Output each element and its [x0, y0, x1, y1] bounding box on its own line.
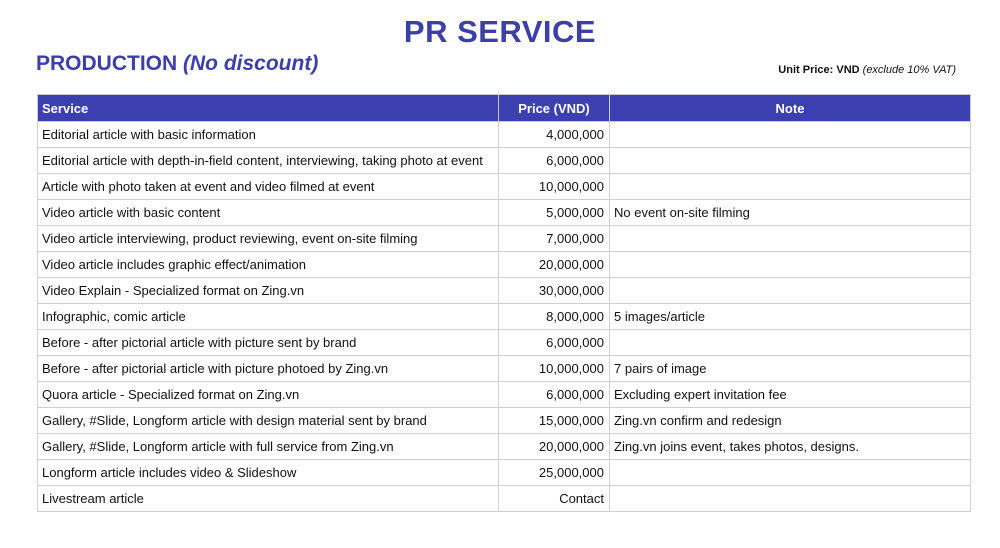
service-cell: Before - after pictorial article with picture photoed by Zing.vn	[38, 356, 499, 382]
table-row	[38, 486, 971, 512]
note-cell: 5 images/article	[610, 304, 971, 330]
service-cell: Livestream article	[38, 486, 499, 512]
note-cell	[610, 486, 971, 512]
column-header-price: Price (VND)	[499, 95, 610, 122]
price-table	[37, 94, 971, 512]
section-heading	[36, 52, 318, 76]
column-header-note: Note	[610, 95, 971, 122]
service-cell: Video Explain - Specialized format on Zing.vn	[38, 278, 499, 304]
page-title: PR SERVICE	[403, 14, 597, 49]
note-cell: Zing.vn confirm and redesign	[610, 408, 971, 434]
section-label: PRODUCTION	[36, 52, 178, 75]
price-cell: 6,000,000	[499, 148, 610, 174]
service-cell: Video article includes graphic effect/animation	[38, 252, 499, 278]
price-cell: 10,000,000	[499, 174, 610, 200]
service-cell: Before - after pictorial article with picture sent by brand	[38, 330, 499, 356]
note-cell	[610, 330, 971, 356]
note-cell: Excluding expert invitation fee	[610, 382, 971, 408]
note-cell	[610, 122, 971, 148]
service-cell: Gallery, #Slide, Longform article with full service from Zing.vn	[38, 434, 499, 460]
table-row	[38, 356, 971, 382]
column-header-service: Service	[38, 95, 499, 122]
service-cell: Editorial article with depth-in-field content, interviewing, taking photo at event	[38, 148, 499, 174]
unit-price-label: Unit Price: VND	[778, 64, 860, 76]
table-row	[38, 148, 971, 174]
service-cell: Video article with basic content	[38, 200, 499, 226]
service-cell: Editorial article with basic information	[38, 122, 499, 148]
price-cell: Contact	[499, 486, 610, 512]
table-row	[38, 174, 971, 200]
note-cell: No event on-site filming	[610, 200, 971, 226]
note-cell	[610, 252, 971, 278]
table-row	[38, 382, 971, 408]
price-cell: 6,000,000	[499, 330, 610, 356]
table-row	[38, 200, 971, 226]
price-cell: 6,000,000	[499, 382, 610, 408]
unit-price-note	[778, 64, 956, 76]
note-cell	[610, 226, 971, 252]
table-row	[38, 330, 971, 356]
note-cell: 7 pairs of image	[610, 356, 971, 382]
note-cell	[610, 460, 971, 486]
table-row	[38, 408, 971, 434]
table-row	[38, 278, 971, 304]
service-cell: Gallery, #Slide, Longform article with design material sent by brand	[38, 408, 499, 434]
price-cell: 10,000,000	[499, 356, 610, 382]
note-cell	[610, 174, 971, 200]
price-cell: 30,000,000	[499, 278, 610, 304]
table-row	[38, 226, 971, 252]
service-cell: Quora article - Specialized format on Zing.vn	[38, 382, 499, 408]
table-row	[38, 304, 971, 330]
price-cell: 8,000,000	[499, 304, 610, 330]
price-cell: 7,000,000	[499, 226, 610, 252]
price-cell: 25,000,000	[499, 460, 610, 486]
table-row	[38, 122, 971, 148]
note-cell	[610, 278, 971, 304]
table-header-row	[38, 95, 971, 122]
price-cell: 20,000,000	[499, 252, 610, 278]
table-row	[38, 434, 971, 460]
section-note: (No discount)	[183, 52, 319, 75]
table-row	[38, 252, 971, 278]
price-cell: 4,000,000	[499, 122, 610, 148]
unit-price-vat-note: (exclude 10% VAT)	[862, 64, 956, 76]
note-cell	[610, 148, 971, 174]
note-cell: Zing.vn joins event, takes photos, designs.	[610, 434, 971, 460]
service-cell: Longform article includes video & Slideshow	[38, 460, 499, 486]
price-cell: 15,000,000	[499, 408, 610, 434]
price-cell: 20,000,000	[499, 434, 610, 460]
service-cell: Video article interviewing, product reviewing, event on-site filming	[38, 226, 499, 252]
service-cell: Article with photo taken at event and video filmed at event	[38, 174, 499, 200]
table-row	[38, 460, 971, 486]
service-cell: Infographic, comic article	[38, 304, 499, 330]
price-cell: 5,000,000	[499, 200, 610, 226]
